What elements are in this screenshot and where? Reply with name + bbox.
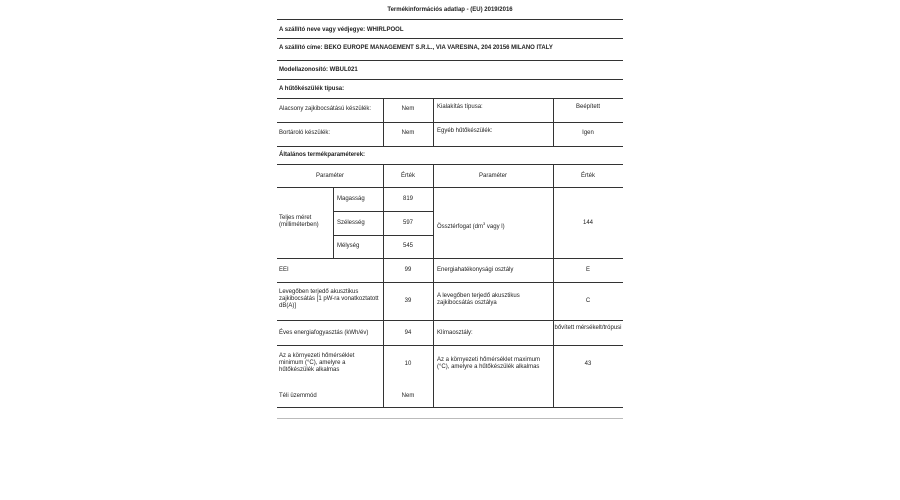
general-params-heading: Általános termékparaméterek:	[279, 152, 366, 158]
energy-class-value: E	[585, 267, 590, 273]
design-type-value: Beépített	[575, 104, 601, 110]
climate-class-value: bővített mérsékelt/trópusi	[554, 325, 622, 331]
sheet-title: Termékinformációs adatlap - (EU) 2019/2016	[387, 7, 513, 13]
table-border	[277, 164, 623, 165]
product-information-sheet	[263, 0, 637, 500]
table-border	[333, 187, 334, 258]
low-noise-value: Nem	[401, 106, 415, 112]
column-header-value: Érték	[400, 173, 415, 179]
annual-energy-label: Éves energiafogyasztás (kWh/év)	[279, 330, 369, 336]
supplier-address-label: A szállító címe:	[279, 45, 323, 51]
divider	[277, 79, 623, 80]
table-border	[277, 122, 623, 123]
total-volume-label: Össztérfogat ($dm^3$ vagy l)	[437, 221, 505, 230]
table-border	[277, 258, 623, 259]
other-appliance-label: Egyéb hűtőkészülék:	[437, 128, 493, 134]
energy-class-label: Energiahatékonysági osztály	[437, 267, 514, 273]
divider	[277, 19, 623, 20]
climate-class-label: Klímaosztály:	[437, 330, 473, 336]
height-label: Magasság	[337, 196, 365, 202]
width-label: Szélesség	[337, 220, 365, 226]
dimensions-label: Teljes méret (milliméterben)	[279, 215, 319, 228]
divider	[277, 60, 623, 61]
table-border	[277, 187, 623, 188]
type-heading: A hűtőkészülék típusa:	[279, 86, 345, 92]
max-temp-value: 43	[584, 361, 592, 367]
table-border	[277, 320, 623, 321]
model-label: Modellazonosító:	[279, 67, 328, 73]
column-header-parameter-right: Paraméter	[478, 173, 507, 179]
table-border	[277, 98, 623, 99]
winter-mode-label: Téli üzemmód	[279, 393, 317, 399]
min-temp-value: 10	[404, 361, 412, 367]
low-noise-label: Alacsony zajkibocsátású készülék:	[279, 106, 372, 112]
eei-label: EEI	[279, 267, 289, 273]
table-border	[277, 345, 623, 346]
supplier-name-value: WHIRLPOOL	[366, 27, 404, 33]
table-border	[433, 98, 434, 146]
model-row	[279, 67, 358, 74]
table-border	[277, 407, 623, 408]
noise-label: Levegőben terjedő akusztikus zajkibocsátás [1 pW-ra vonatkoztatott dB(A)]	[279, 289, 379, 309]
column-header-parameter: Paraméter	[315, 173, 344, 179]
noise-value: 39	[404, 298, 412, 304]
noise-class-value: C	[585, 298, 591, 304]
wine-storage-label: Bortároló készülék:	[279, 130, 331, 136]
annual-energy-value: 94	[404, 330, 412, 336]
winter-mode-value: Nem	[401, 393, 415, 399]
table-border	[553, 164, 554, 407]
total-volume-value: 144	[582, 220, 593, 226]
depth-value: 545	[402, 243, 413, 249]
width-value: 597	[402, 220, 413, 226]
table-border	[277, 282, 623, 283]
model-value: WBUL021	[329, 67, 358, 73]
depth-label: Mélység	[337, 243, 360, 249]
supplier-name-row	[279, 27, 404, 34]
design-type-label: Kialakítás típusa:	[437, 104, 483, 110]
max-temp-label: Az a környezeti hőmérséklet maximum (°C), amelyre a hűtőkészülék alkalmas	[437, 357, 541, 370]
supplier-name-label: A szállító neve vagy védjegye:	[279, 27, 366, 33]
noise-class-label: A levegőben terjedő akusztikus zajkibocsátás osztálya	[437, 293, 520, 306]
divider	[277, 38, 623, 39]
page-bottom-divider	[277, 418, 623, 419]
eei-value: 99	[404, 267, 412, 273]
column-header-value-right: Érték	[580, 173, 595, 179]
wine-storage-value: Nem	[401, 130, 415, 136]
min-temp-label: Az a környezeti hőmérséklet minimum (°C), amelyre a hűtőkészülék alkalmas	[279, 353, 355, 373]
height-value: 819	[402, 196, 413, 202]
table-border	[433, 164, 434, 407]
supplier-address-value: BEKO EUROPE MANAGEMENT S.R.L., VIA VARESINA, 204 20156 MILANO ITALY	[324, 45, 553, 51]
other-appliance-value: Igen	[582, 130, 594, 136]
supplier-address-row	[279, 45, 553, 52]
table-border	[277, 146, 623, 147]
